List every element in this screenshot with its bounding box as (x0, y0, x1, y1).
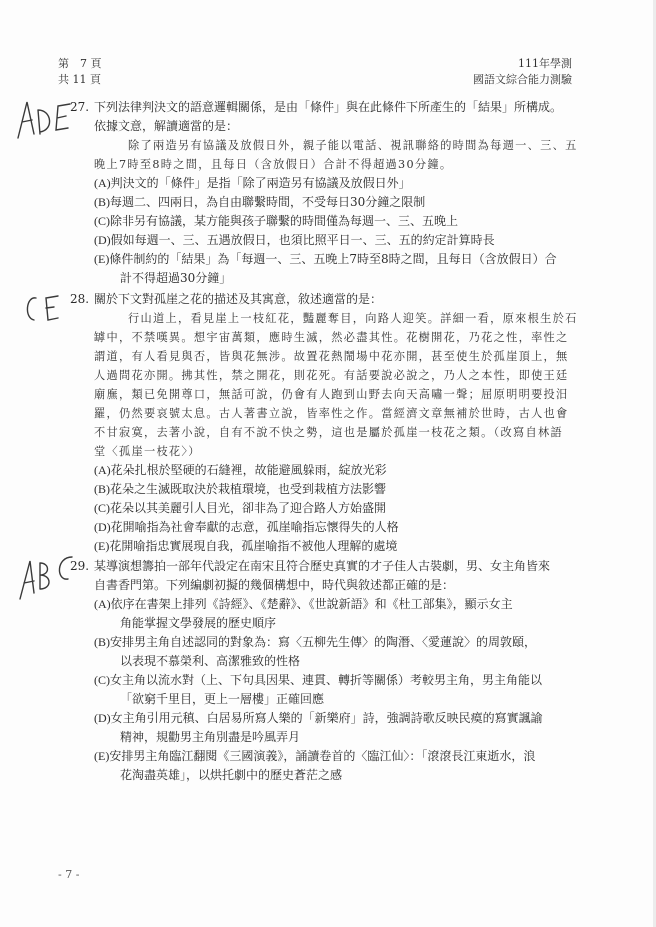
question-stem: 29. 某導演想籌拍一部年代設定在南宋且符合歷史真實的才子佳人古裝劇，男、女主角皆來 自書香門第。下列編劇初擬的幾個構想中，時代與敘述都正確的是： (70, 559, 551, 592)
page-indicator (58, 56, 102, 88)
quoted-passage: 行山道上，看見崖上一枝紅花，豔麗奪目，向路人迎笑。詳細一看，原來根生於石 罅中，不禁嘆異。想宇宙萬類，應時生滅，然必盡其性。花樹開花，乃花之性，率性之 謂道，有人看見與否，皆與花無涉。故置花熱鬧場中花亦開，甚至使生於孤崖頂上，無 人過問花亦開。拂其性，禁之開花，則花死。有話要說必說之，乃人之本性，即使王廷 廟廡，類已免開尊口，無話可說，仍會有人跑到山野去向天高嘯一聲；屈原明明要投汨 羅，仍然要哀號太息。古人著書立說，皆率性之作。當經濟文章無補於世時，古人也會 不甘寂寞，去著小說，自有不說不快之勢，這也是屬於孤崖一枝花之類。（改寫自林語 堂〈孤崖一枝花〉） (94, 312, 578, 458)
question-number: 27. (70, 100, 90, 114)
handwritten-answer-q27 (14, 98, 74, 142)
exam-title-block (473, 56, 572, 88)
exam-subject: 國語文綜合能力測驗 (473, 73, 572, 86)
option-a[interactable]: (A)判決文的「條件」是指「除了兩造另有協議及放假日外」 (94, 176, 411, 190)
current-page-label: 第 7 頁 (58, 57, 102, 70)
handwriting-abc-icon (16, 553, 76, 603)
quoted-passage: 除了兩造另有協議及放假日外，親子能以電話、視訊聯絡的時間為每週一、三、五 晚上7時至8時之間，且每日（含放假日）合計不得超過30分鐘。 (94, 139, 578, 171)
exam-year: 111年學測 (518, 57, 572, 70)
option-e[interactable]: (E)條件制約的「結果」為「每週一、三、五晚上7時至8時之間，且每日（含放假日）合 計不得超過30分鐘」 (94, 252, 557, 285)
question-stem: 27. 下列法律判決文的語意邏輯關係，是由「條件」與在此條件下所產生的「結果」所構成。 依據文意，解讀適當的是： (70, 100, 563, 133)
question-number: 28. (70, 292, 90, 306)
handwritten-answer-q28 (22, 292, 62, 324)
total-pages-label: 共 11 頁 (58, 73, 101, 86)
option-c[interactable]: (C)女主角以流水對（上、下句具因果、連貫、轉折等關係）考較男主角，男主角能以 「欲窮千里目，更上一層樓」正確回應 (94, 673, 543, 706)
handwriting-ade-icon (14, 98, 74, 142)
option-e[interactable]: (E)花開喻指忠實展現自我，孤崖喻指不被他人理解的處境 (94, 539, 398, 553)
option-d[interactable]: (D)假如每週一、三、五遇放假日，也須比照平日一、三、五的約定計算時長 (94, 233, 495, 247)
option-d[interactable]: (D)女主角引用元稹、白居易所寫人樂的「新樂府」詩，強調詩歌反映民瘼的寫實諷諭 精神，規勸男主角別盡是吟風弄月 (94, 711, 543, 744)
option-b[interactable]: (B)每週二、四兩日，為自由聯繫時間，不受每日30分鐘之限制 (94, 195, 426, 209)
question-number: 29. (70, 559, 90, 573)
option-a[interactable]: (A)花朵扎根於堅硬的石縫裡，故能避風躲雨，綻放光彩 (94, 463, 387, 477)
option-c[interactable]: (C)花朵以其美麗引人目光，卻非為了迎合路人方始盛開 (94, 501, 387, 515)
option-a[interactable]: (A)依序在書架上排列《詩經》、《楚辭》、《世說新語》和《杜工部集》，顯示女主 角能掌握文學發展的歷史順序 (94, 597, 513, 630)
page-footer-number: - 7 - (58, 868, 80, 881)
option-b[interactable]: (B)安排男主角自述認同的對象為：寫〈五柳先生傳〉的陶潛、〈愛蓮說〉的周敦頤， 以表現不慕榮利、高潔雅致的性格 (94, 635, 537, 668)
question-29 (70, 557, 600, 785)
option-b[interactable]: (B)花朵之生滅既取決於栽植環境，也受到栽植方法影響 (94, 482, 387, 496)
handwritten-answer-q29 (16, 553, 76, 603)
question-28 (70, 290, 600, 556)
question-stem: 28. 關於下文對孤崖之花的描述及其寓意，敘述適當的是： (70, 290, 600, 309)
question-27 (70, 98, 600, 288)
option-e[interactable]: (E)安排男主角臨江翻閱《三國演義》，誦讀卷首的〈臨江仙〉：「滾滾長江東逝水，浪 花淘盡英雄」，以烘托劇中的歷史蒼茫之感 (94, 749, 536, 782)
option-c[interactable]: (C)除非另有協議，某方能與孩子聯繫的時間僅為每週一、三、五晚上 (94, 214, 459, 228)
option-d[interactable]: (D)花開喻指為社會奉獻的志意，孤崖喻指忘懷得失的人格 (94, 520, 399, 534)
handwriting-ce-icon (22, 292, 62, 324)
